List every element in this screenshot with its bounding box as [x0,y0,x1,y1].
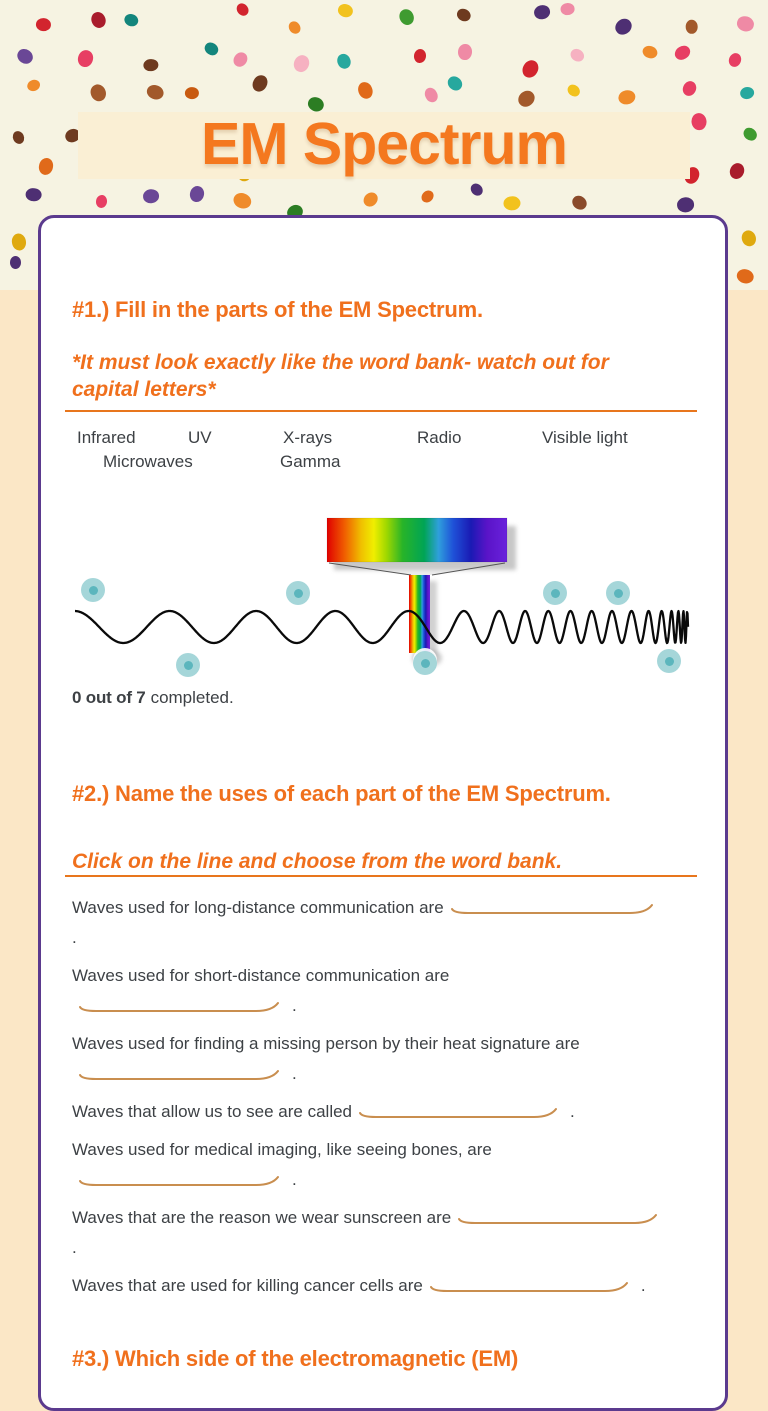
answer-spot[interactable] [606,581,630,605]
confetti-dot [37,157,55,177]
question-period: . [570,1102,575,1121]
question-period: . [72,1238,77,1257]
confetti-dot [336,52,353,70]
wordbank-item: Radio [417,428,462,447]
worksheet-card [38,215,728,1411]
confetti-dot [188,185,205,204]
question-text: Waves that are the reason we wear sunscreen are [72,1208,452,1227]
question1-instruction: *It must look exactly like the word bank- watch out for capital letters* [72,351,609,401]
confetti-dot [145,83,166,102]
confetti-dot [10,256,21,269]
progress-count: 0 out of 7 [72,688,146,707]
question-period: . [292,1064,297,1083]
question2-heading: #2.) Name the uses of each part of the EM Spectrum. [72,781,611,806]
confetti-dot [413,48,427,64]
confetti-dot [422,86,440,105]
confetti-dot [11,233,28,252]
wordbank-item: Microwaves [103,452,193,471]
question-text: Waves that allow us to see are called [72,1102,353,1121]
answer-blank[interactable] [78,1059,280,1089]
section-divider [65,875,697,877]
question-row [72,961,702,1021]
confetti-dot [727,161,746,181]
confetti-dot [445,74,464,93]
confetti-dot [143,58,159,72]
confetti-dot [234,1,251,18]
question-row [72,1135,702,1195]
confetti-dot [680,79,698,98]
confetti-dot [565,82,582,99]
wordbank-item: Gamma [280,452,341,471]
confetti-dot [560,3,574,15]
page-title: EM Spectrum [200,111,568,177]
confetti-dot [337,2,355,19]
answer-spot[interactable] [543,581,567,605]
confetti-dot [739,86,755,101]
answer-blank[interactable] [78,991,280,1021]
confetti-dot [25,78,41,93]
wordbank-item: UV [188,428,212,447]
em-spectrum-image [75,490,690,685]
question1-heading: #1.) Fill in the parts of the EM Spectrum. [72,297,483,322]
confetti-dot [735,267,755,285]
wordbank-item: Visible light [542,428,628,447]
confetti-dot [230,50,249,70]
confetti-dot [419,188,436,205]
confetti-dot [691,112,707,131]
question-period: . [292,996,297,1015]
question-row [72,893,702,953]
confetti-dot [727,52,743,69]
confetti-dot [95,194,108,209]
answer-blank[interactable] [78,1165,280,1195]
confetti-dot [570,193,590,212]
section-divider [65,410,697,412]
confetti-dot [617,89,636,106]
confetti-dot [568,46,587,64]
answer-blank[interactable] [429,1271,629,1301]
confetti-dot [457,44,472,61]
confetti-dot [519,57,541,80]
question2-fill-in-list [72,893,702,1309]
confetti-dot [468,181,485,198]
confetti-dot [88,81,108,103]
question-row [72,1097,702,1127]
confetti-dot [532,3,551,20]
confetti-dot [11,129,26,145]
wordbank-item: X-rays [283,428,333,447]
question-period: . [640,1276,646,1295]
question-text: Waves used for long-distance communication are [72,898,444,917]
progress-label: completed. [150,688,234,707]
question-row [72,1029,702,1089]
confetti-dot [686,20,698,34]
confetti-dot [90,10,108,30]
answer-blank[interactable] [450,893,654,923]
answer-spot[interactable] [657,649,681,673]
word-bank [72,428,702,480]
question-period: . [292,1170,297,1189]
confetti-dot [455,7,473,24]
confetti-dot [291,53,311,74]
question-period: . [72,928,77,947]
confetti-dot [35,17,51,31]
question-text: Waves used for finding a missing person by their heat signature are [72,1034,580,1053]
confetti-dot [740,228,758,248]
confetti-dot [185,87,199,99]
em-wave-graphic [75,490,690,685]
confetti-dot [122,12,140,28]
confetti-dot [356,80,376,101]
confetti-dot [14,46,35,67]
progress-status [72,688,234,708]
confetti-dot [286,19,303,36]
answer-blank[interactable] [358,1097,558,1127]
answer-spot[interactable] [413,651,437,675]
confetti-dot [203,40,221,57]
answer-blank[interactable] [457,1203,658,1233]
confetti-dot [250,73,271,95]
confetti-dot [675,196,694,213]
question-text: Waves that are used for killing cancer cells are [72,1276,423,1295]
question-row [72,1203,702,1263]
confetti-dot [735,14,756,33]
question3-heading: #3.) Which side of the electromagnetic (EM) [72,1346,519,1371]
confetti-dot [75,48,94,69]
question-text: Waves used for medical imaging, like seeing bones, are [72,1140,492,1159]
answer-spot[interactable] [176,653,200,677]
title-banner [78,112,690,179]
wordbank-item: Infrared [77,428,136,447]
question2-instruction: Click on the line and choose from the word bank. [72,850,563,873]
confetti-dot [360,189,380,209]
confetti-dot [741,125,760,143]
confetti-dot [142,188,160,204]
question-text: Waves used for short-distance communication are [72,966,450,985]
confetti-dot [672,43,693,63]
confetti-dot [397,7,416,27]
confetti-dot [25,187,41,201]
confetti-dot [641,44,659,60]
confetti-dot [612,15,635,37]
answer-spot[interactable] [81,578,105,602]
answer-spot[interactable] [286,581,310,605]
question-row [72,1271,702,1301]
confetti-dot [232,191,254,211]
confetti-dot [515,87,537,109]
confetti-dot [503,196,521,211]
